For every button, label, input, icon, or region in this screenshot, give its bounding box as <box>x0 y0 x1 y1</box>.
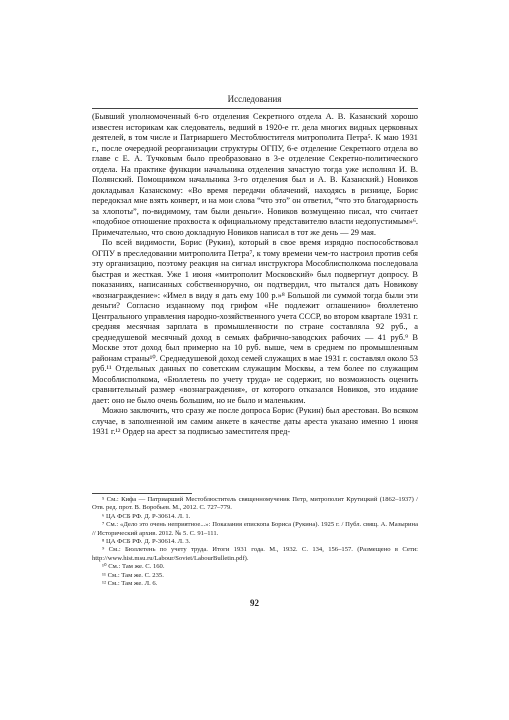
footnote-9: ⁹ См.: Бюллетень по учету труда. Итоги 1931 года. М., 1932. С. 134, 156–157. (Размещено в Сети: http://www.hist.msu.ru/Labour/Soviet/LabourBulletin.pdf). <box>92 546 418 562</box>
footnote-6: ⁶ ЦА ФСБ РФ. Д. Р-30614. Л. 1. <box>102 512 191 520</box>
footnotes <box>92 493 418 588</box>
running-header: Исследования <box>227 94 282 104</box>
footnote-8: ⁸ ЦА ФСБ РФ. Д. Р-30614. Л. 3. <box>102 538 191 546</box>
footnote-rule <box>92 493 192 494</box>
body-text <box>92 112 418 438</box>
footnote-12: ¹² См.: Там же. Л. 6. <box>102 580 158 588</box>
header-rule <box>92 108 418 109</box>
footnote-11: ¹¹ См.: Там же. С. 235. <box>102 571 164 579</box>
footnote-7: ⁷ См.: «Дело это очень неприятное...»: Показания епископа Бориса (Рукина). 1925 г. / Публ. свящ. А. Мазырина // Исторический архив. 2012. № 5. С. 91–111. <box>92 521 418 537</box>
paragraph-2: По всей видимости, Борис (Рукин), который в свое время изрядно поспособствовал ОГПУ в преследовании митрополита Петра⁷, к тому времени чем-то настроил против себя эту организацию, поэтому реакция на сигнал инструктора Мособлисполкома последовала быстрая и жесткая. Уже 1 июня «митрополит Московский» был подвергнут допросу. В показаниях, написанных собственноручно, он подтвердил, что пытался дать Новикову «вознаграждение»: «Имел в виду я дать ему 100 р.»⁸ Большой ли суммой тогда были эти деньги? Согласно изданному под грифом «Не подлежит оглашению» бюллетеню Центрального управления народно-хозяйственного учета СССР, во втором квартале 1931 г. средняя месячная зарплата в промышленности по стране составляла 92 руб., а среднедушевой месячный доход в семьях фабрично-заводских рабочих — 41 руб.⁹ В Москве этот доход был примерно на 10 руб. выше, чем в среднем по промышленным районам страны¹⁰. Среднедушевой доход семей служащих в мае 1931 г. составлял около 53 руб.¹¹ Отдельных данных по советским служащим Москвы, а тем более по служащим Мособлисполкома, «Бюллетень по учету труда» не содержит, но возможность оценить сравнительный размер «вознаграждения», от которого отказался Новиков, это издание дает: оно не было очень большим, но не было и маленьким. <box>92 238 418 405</box>
footnote-5: ⁵ См.: Кифа — Патриарший Местоблюститель священномученик Петр, митрополит Крутицкий (1862–1937) / Отв. ред. прот. В. Воробьев. М., 2012. С. 727–779. <box>92 496 418 512</box>
footnote-10: ¹⁰ См.: Там же. С. 160. <box>102 563 165 571</box>
page-number: 92 <box>250 598 259 608</box>
paragraph-3: Можно заключить, что сразу же после допроса Борис (Рукин) был арестован. Во всяком случае, в заполненной им самим анкете в качестве даты ареста указано именно 1 июня 1931 г.¹² Ордер на арест за подписью заместителя пред- <box>92 406 418 436</box>
paragraph-1: (Бывший уполномоченный 6-го отделения Секретного отдела А. В. Казанский хорошо известен историкам как следователь, ведший в 1920-е гг. дела многих видных церковных деятелей, в том числе и Патриаршего Местоблюстителя митрополита Петра⁵. К маю 1931 г., после очередной реорганизации структуры ОГПУ, 6-е отделение Секретного отдела во главе с Е. А. Тучковым было преобразовано в 3-е отделение Секретно-политического отдела. На практике функции начальника отделения зачастую тогда уже исполнял И. В. Полянский. Помощником начальника 3-го отделения был и А. В. Казанский.) Новиков докладывал Казанскому: «Во время передачи облачений, находясь в ризнице, Борис передокзал мне взять конверт, и на мои слова “что это” он ответил, “что это благодарность за хлопоты”, по-видимому, там были деньги». Новиков возмущенно писал, что считает «подобное отношение прохвоста к официальному представителю власти недопустимым»⁶. Примечательно, что свою докладную Новиков написал в тот же день — 29 мая. <box>92 112 418 237</box>
